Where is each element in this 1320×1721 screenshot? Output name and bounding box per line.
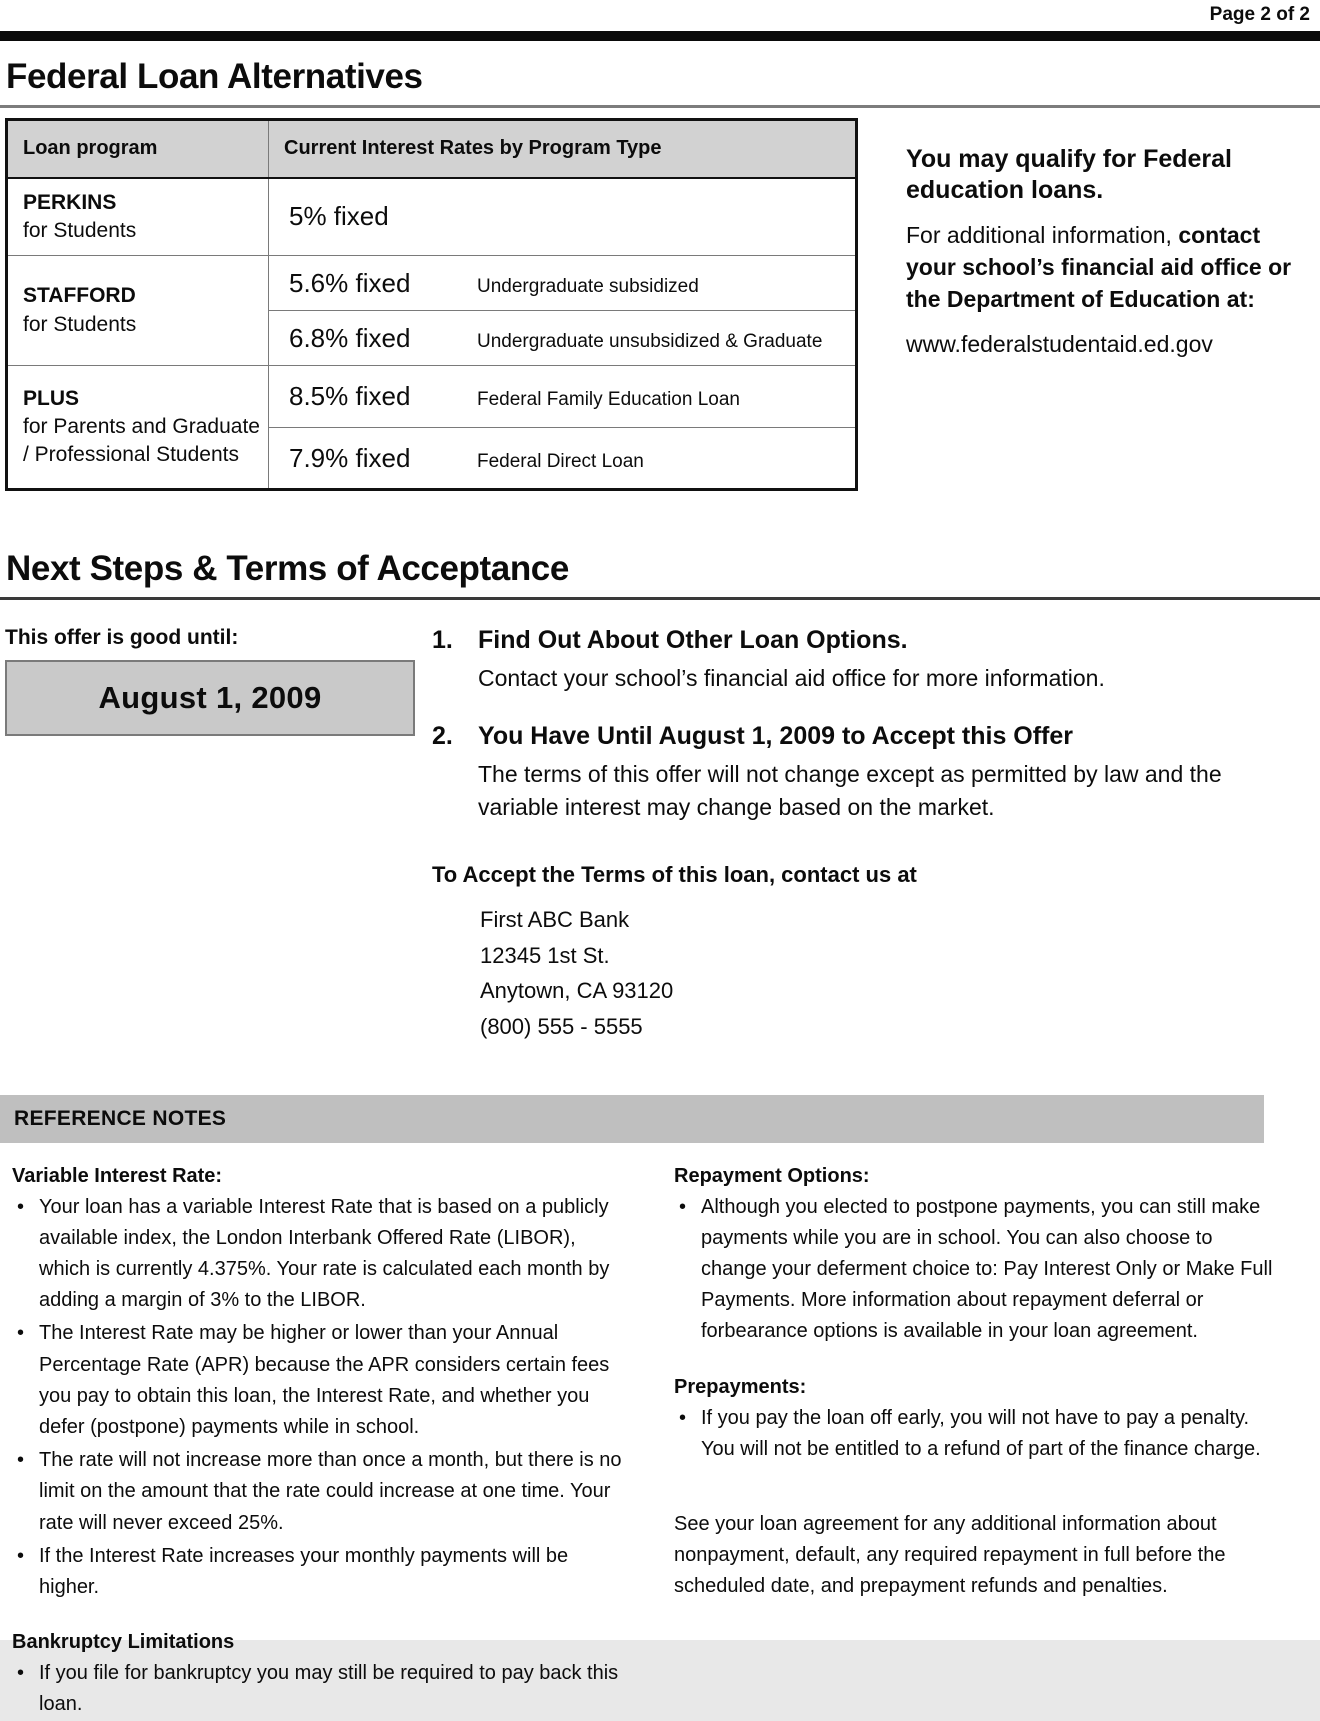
offer-good-until-label: This offer is good until: [5, 626, 239, 650]
note-bullet: • The rate will not increase more than once a month, but there is no limit on the amount that the rate could increase at one time. Your rate will never exceed 25%. [12, 1445, 630, 1539]
rate-description: Federal Family Education Loan [477, 389, 740, 411]
federal-loans-sidebar [906, 144, 1308, 491]
note-heading-repayment-options: Repayment Options: [674, 1164, 870, 1187]
step-number: 2. [432, 721, 453, 750]
lender-contact-address [480, 902, 1320, 1045]
program-cell-stafford [7, 256, 269, 366]
table-header-loan-program: Loan program [7, 120, 269, 178]
offer-deadline-block [0, 626, 432, 1045]
title-rule [0, 105, 1320, 108]
lender-phone: (800) 555 - 5555 [480, 1014, 643, 1040]
table-row-stafford-subsidized [7, 256, 857, 311]
step-number: 1. [432, 626, 453, 655]
top-rule [0, 31, 1320, 41]
rate-description: Undergraduate unsubsidized & Graduate [477, 330, 823, 352]
lender-name: First ABC Bank [480, 907, 630, 933]
note-heading-prepayments: Prepayments: [674, 1375, 807, 1398]
rate-description: Federal Direct Loan [477, 450, 644, 472]
note-heading-bankruptcy-limitations: Bankruptcy Limitations [12, 1631, 235, 1654]
program-name: PLUS [23, 386, 80, 410]
rate-cell [269, 366, 857, 428]
program-name: PERKINS [23, 190, 117, 214]
note-bullet: • The Interest Rate may be higher or lower than your Annual Percentage Rate (APR) because the APR considers certain fees you pay to obtain this loan, the Interest Rate, and whether you defer (postpone) payments while in school. [12, 1318, 630, 1443]
step-body: Contact your school’s financial aid office for more information. [478, 665, 1105, 692]
note-bullet-list [12, 1192, 630, 1603]
reference-notes-banner: REFERENCE NOTES [0, 1095, 1264, 1143]
reference-notes-right-column [674, 1159, 1280, 1721]
section-title-federal-loan-alternatives: Federal Loan Alternatives [6, 57, 423, 96]
program-subtitle: for Students [23, 218, 137, 242]
program-subtitle: for Students [23, 312, 137, 336]
federal-student-aid-url: www.federalstudentaid.ed.gov [906, 331, 1213, 358]
note-bullet: • Your loan has a variable Interest Rate that is based on a publicly available index, the London Interbank Offered Rate (LIBOR), which is currently 4.375%. Your rate is calculated each month by adding a margin of 3% to the LIBOR. [12, 1192, 630, 1317]
rate-value: 8.5% fixed [289, 381, 411, 412]
rate-line [289, 381, 855, 412]
rate-value: 5% fixed [289, 201, 389, 232]
note-bullet: • If the Interest Rate increases your monthly payments will be higher. [12, 1541, 630, 1603]
table-header-row [7, 120, 857, 178]
note-bullet-list [674, 1403, 1280, 1465]
rate-cell [269, 178, 857, 256]
rate-line [289, 323, 855, 354]
note-bullet-list [12, 1658, 630, 1720]
step-heading: You Have Until August 1, 2009 to Accept this Offer [478, 721, 1074, 750]
note-bullet: • If you file for bankruptcy you may still be required to pay back this loan. [12, 1658, 630, 1720]
see-loan-agreement-note: See your loan agreement for any additional information about nonpayment, default, any required repayment in full before the scheduled date, and prepayment refunds and penalties. [674, 1513, 1226, 1598]
rate-value: 7.9% fixed [289, 442, 411, 473]
note-bullet-list [674, 1192, 1280, 1348]
rate-line [289, 268, 855, 299]
step-heading: Find Out About Other Loan Options. [478, 626, 908, 655]
step-body: The terms of this offer will not change except as permitted by law and the variable interest may change based on the market. [478, 760, 1222, 820]
reference-notes-left-column [12, 1159, 630, 1721]
program-cell-perkins [7, 178, 269, 256]
rate-value: 6.8% fixed [289, 322, 411, 353]
title-rule [0, 597, 1320, 600]
rate-cell [269, 311, 857, 366]
lender-street: 12345 1st St. [480, 942, 610, 968]
note-heading-variable-interest-rate: Variable Interest Rate: [12, 1164, 223, 1187]
sidebar-heading: You may qualify for Federal education loans. [906, 145, 1233, 205]
sidebar-body [906, 219, 1308, 316]
step-2 [432, 722, 1320, 825]
section-title-next-steps: Next Steps & Terms of Acceptance [6, 549, 569, 589]
table-header-current-rates: Current Interest Rates by Program Type [269, 120, 857, 178]
lender-city: Anytown, CA 93120 [480, 978, 674, 1004]
table-row-plus-ffel [7, 366, 857, 428]
step-1 [432, 626, 1320, 695]
loan-alternatives-section [0, 118, 1320, 491]
step-content [478, 722, 1278, 825]
program-name: STAFFORD [23, 284, 136, 308]
program-subtitle: for Parents and Graduate / Professional Students [23, 415, 260, 467]
rate-cell [269, 256, 857, 311]
rate-line [289, 443, 855, 474]
steps-list [432, 626, 1320, 1045]
sidebar-body-bold: contact your school’s financial aid office or the Department of Education at: [906, 221, 1292, 312]
offer-deadline-date-box: August 1, 2009 [5, 660, 415, 736]
sidebar-body-regular: For additional information, [906, 221, 1179, 248]
rate-cell [269, 428, 857, 490]
note-bullet: • If you pay the loan off early, you will not have to pay a penalty. You will not be entitled to a refund of part of the finance charge. [674, 1403, 1280, 1465]
reference-notes-columns [0, 1159, 1320, 1721]
accept-terms-heading: To Accept the Terms of this loan, contact us at [432, 862, 917, 888]
next-steps-section [0, 626, 1320, 1045]
rate-value: 5.6% fixed [289, 267, 411, 298]
rate-line [289, 201, 855, 232]
page-indicator: Page 2 of 2 [1209, 4, 1310, 25]
note-bullet: • Although you elected to postpone payments, you can still make payments while you are in school. You can also choose to change your deferment choice to: Pay Interest Only or Make Full Payments. More information about repayment deferral or forbearance options is available in your loan agreement. [674, 1192, 1280, 1348]
table-row-perkins [7, 178, 857, 256]
rate-description: Undergraduate subsidized [477, 275, 699, 297]
loan-rates-table [5, 118, 858, 491]
program-cell-plus [7, 366, 269, 490]
step-content [478, 626, 1105, 695]
